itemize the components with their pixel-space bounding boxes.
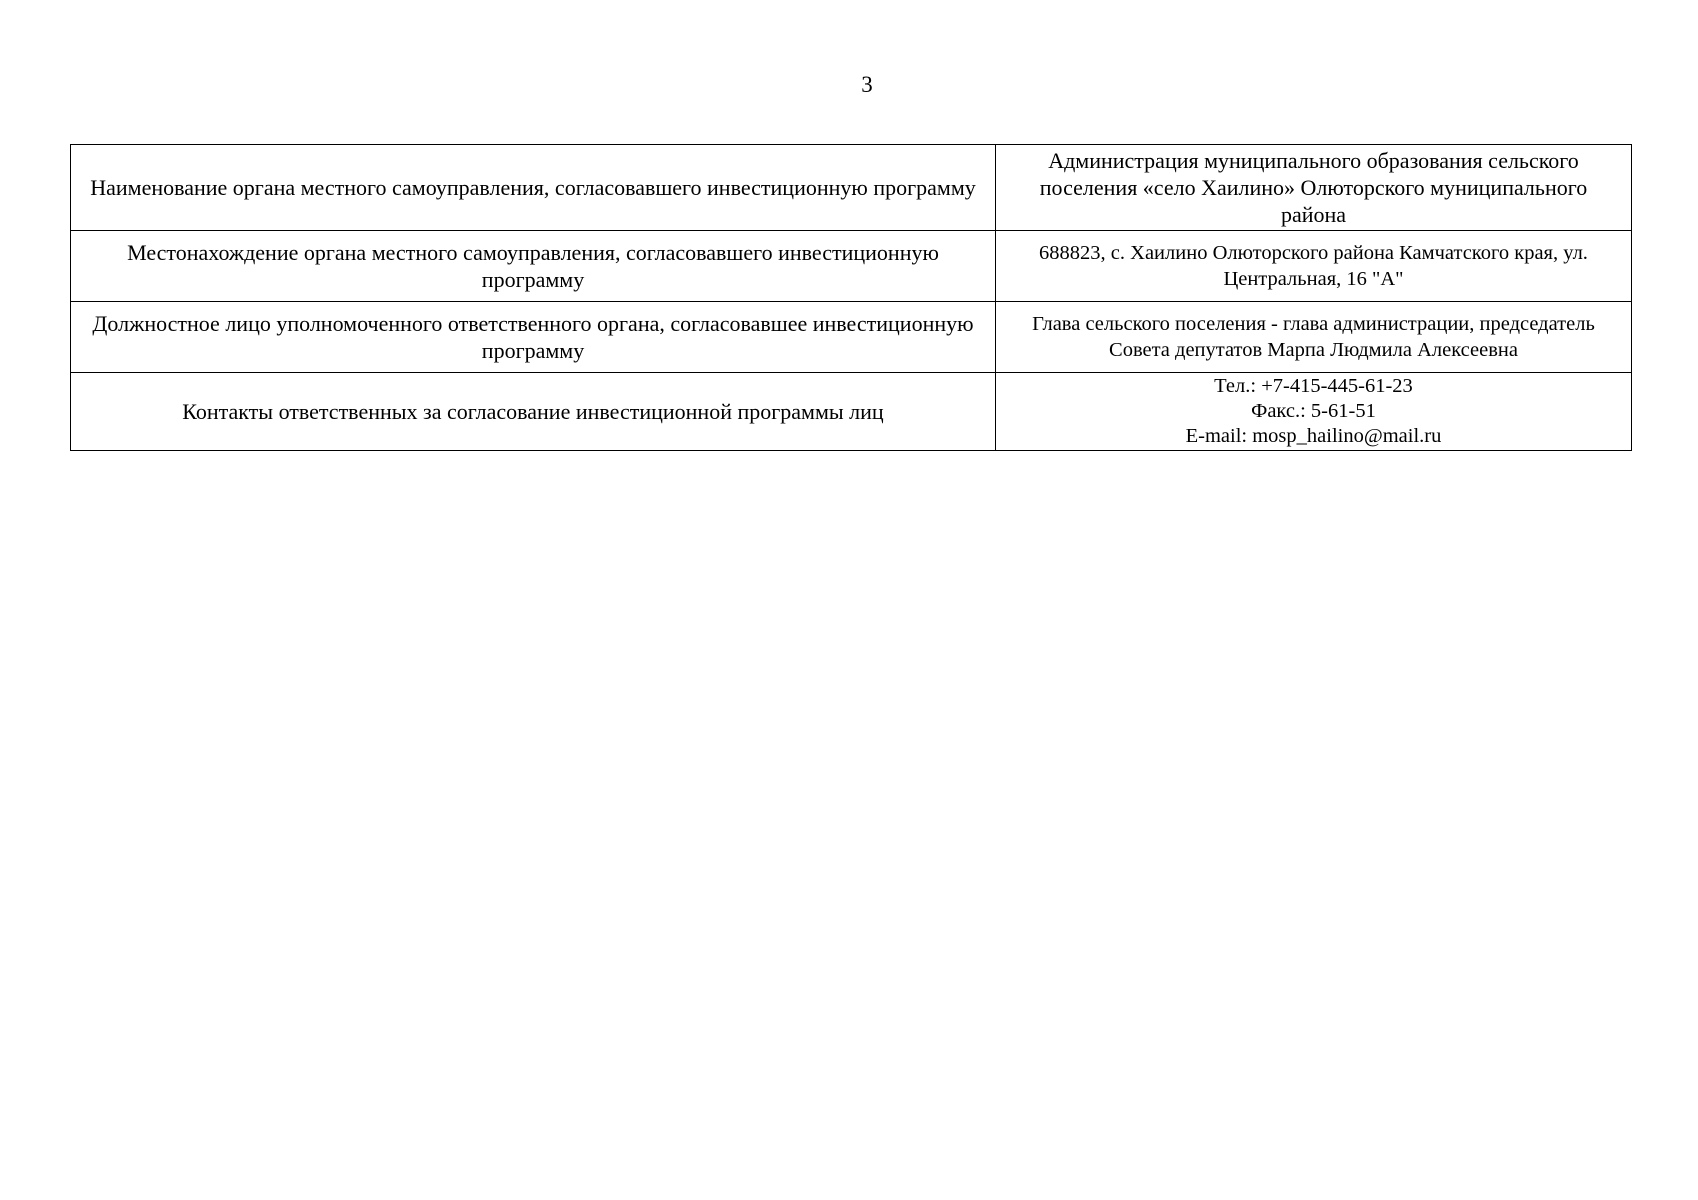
contact-phone: Тел.: +7-415-445-61-23: [1214, 375, 1413, 397]
responsible-official-label: Должностное лицо уполномоченного ответственного органа, согласовавшее инвестиционную программу: [92, 311, 974, 363]
contact-email: E-mail: mosp_hailino@mail.ru: [1185, 425, 1442, 447]
value-cell: [996, 231, 1632, 302]
table-row: [71, 302, 1632, 373]
page-number: 3: [861, 72, 873, 97]
label-cell: [71, 302, 996, 373]
approving-body-name-value: Администрация муниципального образования сельского поселения «село Хаилино» Олюторского муниципального района: [1039, 148, 1588, 227]
label-cell: [71, 145, 996, 231]
label-cell: [71, 231, 996, 302]
table-row: [71, 145, 1632, 231]
contacts-label: Контакты ответственных за согласование инвестиционной программы лиц: [182, 399, 884, 424]
approving-body-location-label: Местонахождение органа местного самоуправления, согласовавшего инвестиционную программу: [127, 240, 939, 292]
value-cell: [996, 145, 1632, 231]
contacts-value-cell: [996, 373, 1632, 451]
table-row: [71, 231, 1632, 302]
contact-fax: Факс.: 5-61-51: [1251, 400, 1376, 422]
approving-body-name-label: Наименование органа местного самоуправления, согласовавшего инвестиционную программу: [90, 175, 976, 200]
investment-program-approval-table: [70, 144, 1632, 451]
responsible-official-value: Глава сельского поселения - глава администрации, председатель Совета депутатов Марпа Людмила Алексеевна: [1032, 313, 1595, 361]
table-row: [71, 373, 1632, 451]
approving-body-location-value: 688823, с. Хаилино Олюторского района Камчатского края, ул. Центральная, 16 "А": [1039, 242, 1588, 290]
value-cell: [996, 302, 1632, 373]
label-cell: [71, 373, 996, 451]
